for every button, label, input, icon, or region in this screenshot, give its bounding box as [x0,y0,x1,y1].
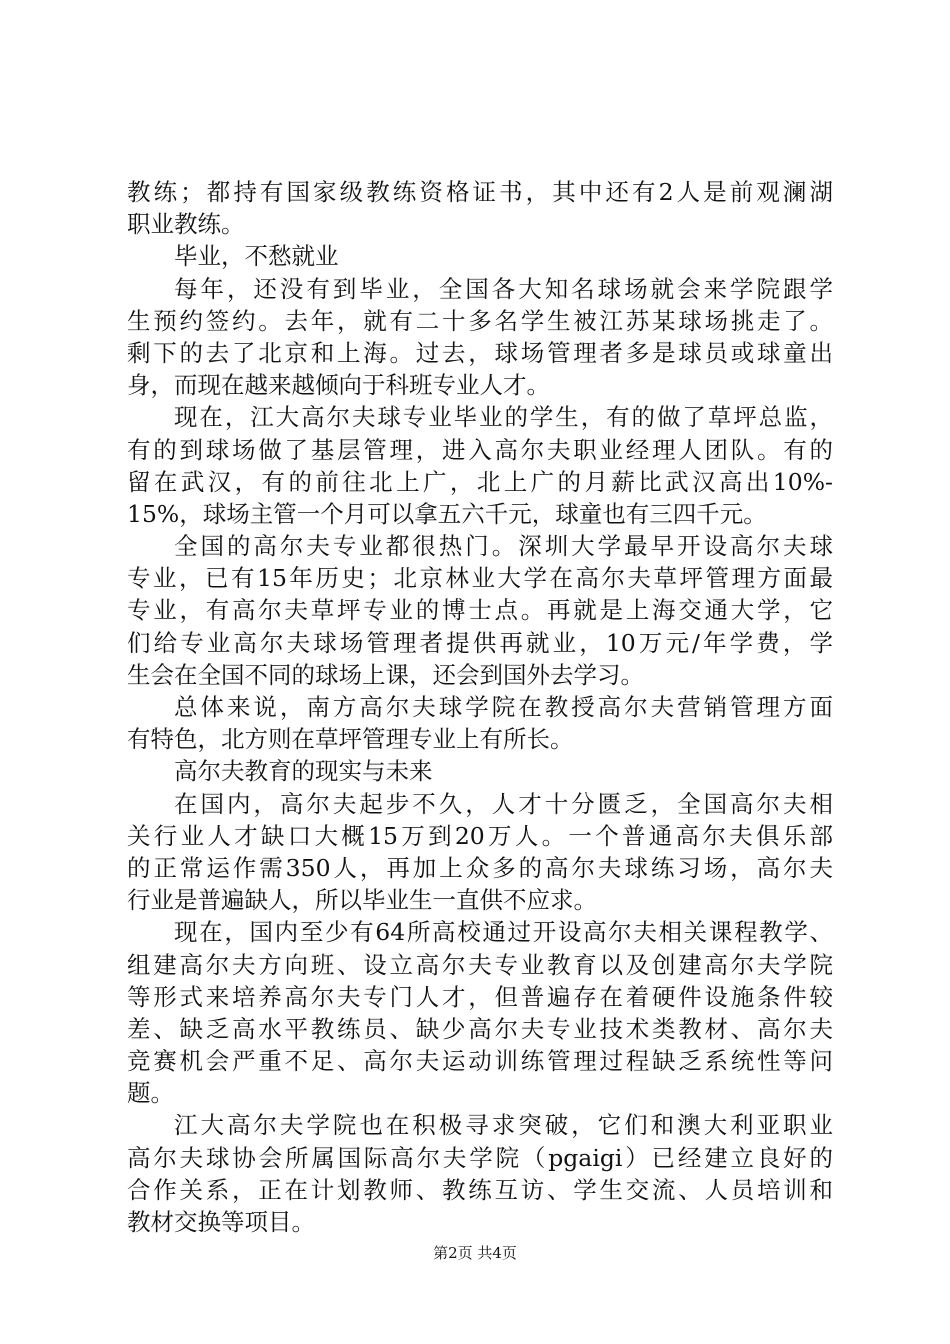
text-line: 每年，还没有到毕业，全国各大知名球场就会来学院跟学 [174,274,833,303]
text-line: 有特色，北方则在草坪管理专业上有所长。 [127,725,574,754]
text-line: 现在，江大高尔夫球专业毕业的学生，有的做了草坪总监， [174,403,833,432]
text-line: 现在，国内至少有64所高校通过开设高尔夫相关课程教学、 [174,918,833,947]
text-line: 的正常运作需350人，再加上众多的高尔夫球练习场，高尔夫 [127,853,833,882]
text-line: 毕业，不愁就业 [174,242,339,271]
text-line: 职业教练。 [127,210,245,239]
text-line: 等形式来培养高尔夫专门人才，但普遍存在着硬件设施条件较 [127,982,833,1011]
text-line: 有的到球场做了基层管理，进入高尔夫职业经理人团队。有的 [127,435,833,464]
text-line: 题。 [127,1079,174,1108]
text-line: 总体来说，南方高尔夫球学院在教授高尔夫营销管理方面 [174,693,833,721]
text-line: 合作关系，正在计划教师、教练互访、学生交流、人员培训和 [127,1175,833,1204]
text-line: 15%，球场主管一个月可以拿五六千元，球童也有三四千元。 [127,499,767,528]
text-line: 差、缺乏高水平教练员、缺少高尔夫专业技术类教材、高尔夫 [127,1014,833,1043]
text-line: 们给专业高尔夫球场管理者提供再就业，10万元/年学费，学 [127,628,833,657]
text-line: 专业，已有15年历史；北京林业大学在高尔夫草坪管理方面最 [127,564,833,593]
text-line: 组建高尔夫方向班、设立高尔夫专业教育以及创建高尔夫学院 [127,950,833,979]
text-line: 高尔夫教育的现实与未来 [174,757,433,786]
text-line: 身，而现在越来越倾向于科班专业人才。 [127,371,550,400]
text-line: 在国内，高尔夫起步不久，人才十分匮乏，全国高尔夫相 [174,789,833,818]
text-line: 生预约签约。去年，就有二十多名学生被江苏某球场挑走了。 [127,306,833,335]
document-body [127,176,833,1238]
text-line: 留在武汉，有的前往北上广，北上广的月薪比武汉高出10%- [127,467,833,496]
text-line: 全国的高尔夫专业都很热门。深圳大学最早开设高尔夫球 [174,532,833,561]
text-line: 教材交换等项目。 [127,1208,315,1236]
text-line: 江大高尔夫学院也在积极寻求突破，它们和澳大利亚职业 [174,1111,833,1140]
page-footer: 第2页 共4页 [433,1244,517,1262]
text-line: 关行业人才缺口大概15万到20万人。一个普通高尔夫俱乐部 [127,821,833,850]
text-line: 教练；都持有国家级教练资格证书，其中还有2人是前观澜湖 [127,178,833,206]
text-line: 高尔夫球协会所属国际高尔夫学院（pgaigi）已经建立良好的 [127,1143,833,1172]
text-line: 行业是普遍缺人，所以毕业生一直供不应求。 [127,886,597,915]
text-line: 专业，有高尔夫草坪专业的博士点。再就是上海交通大学，它 [127,596,833,625]
text-line: 剩下的去了北京和上海。过去，球场管理者多是球员或球童出 [127,338,833,367]
text-line: 生会在全国不同的球场上课，还会到国外去学习。 [127,660,644,689]
text-line: 竞赛机会严重不足、高尔夫运动训练管理过程缺乏系统性等问 [127,1047,833,1076]
